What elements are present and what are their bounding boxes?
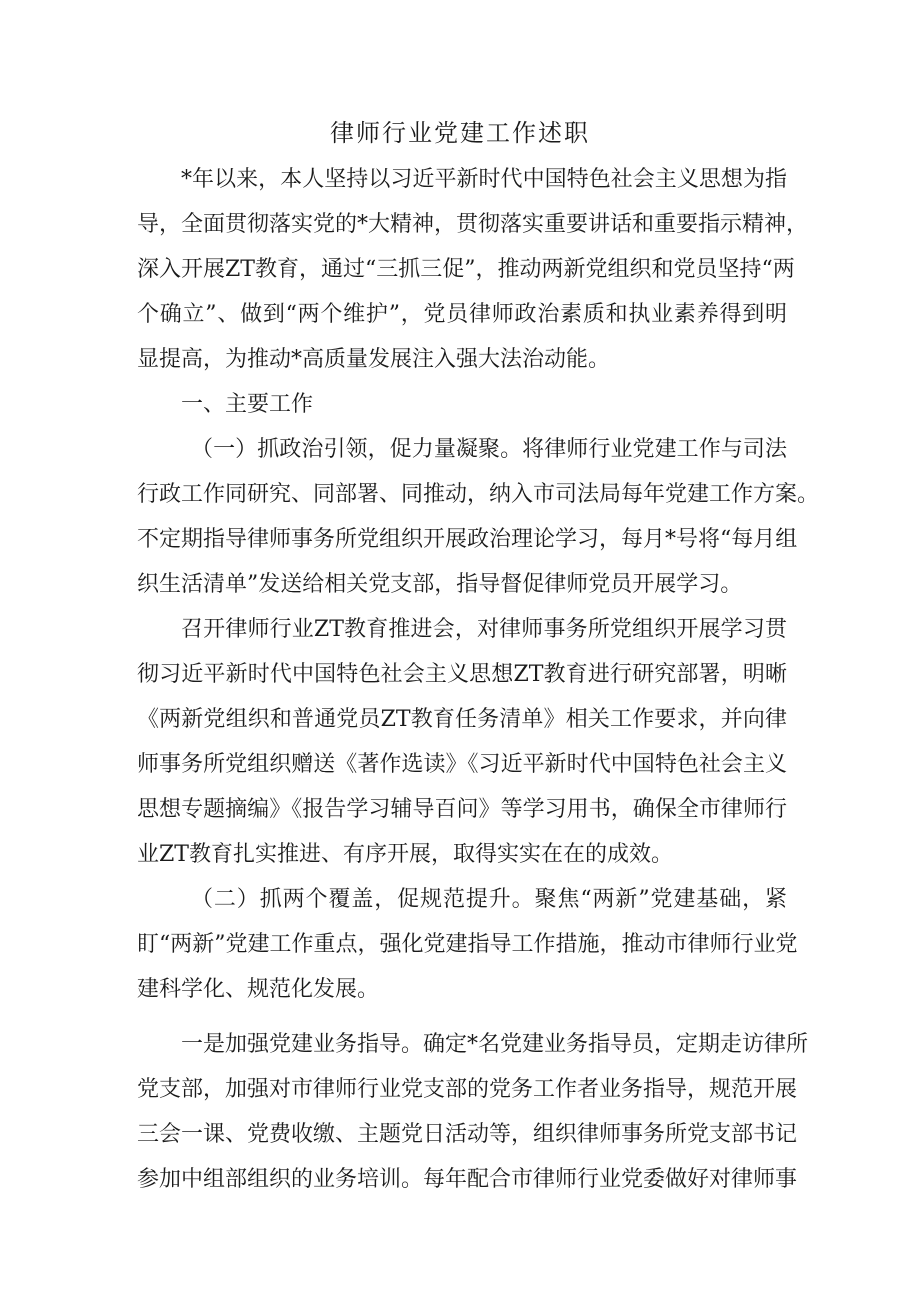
paragraph-line: 一是加强党建业务指导。确定*名党建业务指导员，定期走访律所 xyxy=(181,1032,809,1057)
paragraph-line: 思想专题摘编》《报告学习辅导百问》等学习用书，确保全市律师行 xyxy=(137,797,787,822)
paragraph-line: 不定期指导律师事务所党组织开展政治理论学习，每月*号将“每月组 xyxy=(137,527,798,552)
document-title: 律师行业党建工作述职 xyxy=(330,119,590,147)
paragraph-line: 深入开展ZT教育，通过“三抓三促”，推动两新党组织和党员坚持“两 xyxy=(137,257,795,282)
paragraph-line: 建科学化、规范化发展。 xyxy=(137,977,380,1002)
section-heading: 一、主要工作 xyxy=(181,392,314,417)
paragraph-line: 个确立”、做到“两个维护”，党员律师政治素质和执业素养得到明 xyxy=(137,302,787,327)
paragraph-line: 师事务所党组织赠送《著作选读》《习近平新时代中国特色社会主义 xyxy=(137,752,787,777)
paragraph-line: 三会一课、党费收缴、主题党日活动等，组织律师事务所党支部书记 xyxy=(137,1122,798,1147)
paragraph-line: （一）抓政治引领，促力量凝聚。将律师行业党建工作与司法 xyxy=(191,437,787,462)
paragraph-line: 导，全面贯彻落实党的*大精神，贯彻落实重要讲话和重要指示精神， xyxy=(137,212,809,237)
paragraph-line: *年以来，本人坚持以习近平新时代中国特色社会主义思想为指 xyxy=(181,167,787,192)
paragraph-line: 行政工作同研究、同部署、同推动，纳入市司法局每年党建工作方案。 xyxy=(137,482,820,507)
paragraph-line: 党支部，加强对市律师行业党支部的党务工作者业务指导，规范开展 xyxy=(137,1077,798,1102)
paragraph-line: 织生活清单”发送给相关党支部，指导督促律师党员开展学习。 xyxy=(137,572,743,597)
paragraph-line: 《两新党组织和普通党员ZT教育任务清单》相关工作要求，并向律 xyxy=(137,707,787,732)
paragraph-line: 召开律师行业ZT教育推进会，对律师事务所党组织开展学习贯 xyxy=(181,617,787,642)
paragraph-line: 彻习近平新时代中国特色社会主义思想ZT教育进行研究部署，明晰 xyxy=(137,662,787,687)
paragraph-line: 业ZT教育扎实推进、有序开展，取得实实在在的成效。 xyxy=(137,842,673,867)
paragraph-line: 显提高，为推动*高质量发展注入强大法治动能。 xyxy=(137,347,611,372)
paragraph-line: 盯“两新”党建工作重点，强化党建指导工作措施，推动市律师行业党 xyxy=(137,932,798,957)
paragraph-line: 参加中组部组织的业务培训。每年配合市律师行业党委做好对律师事 xyxy=(137,1167,798,1192)
paragraph-line: （二）抓两个覆盖，促规范提升。聚焦“两新”党建基础，紧 xyxy=(191,887,787,912)
